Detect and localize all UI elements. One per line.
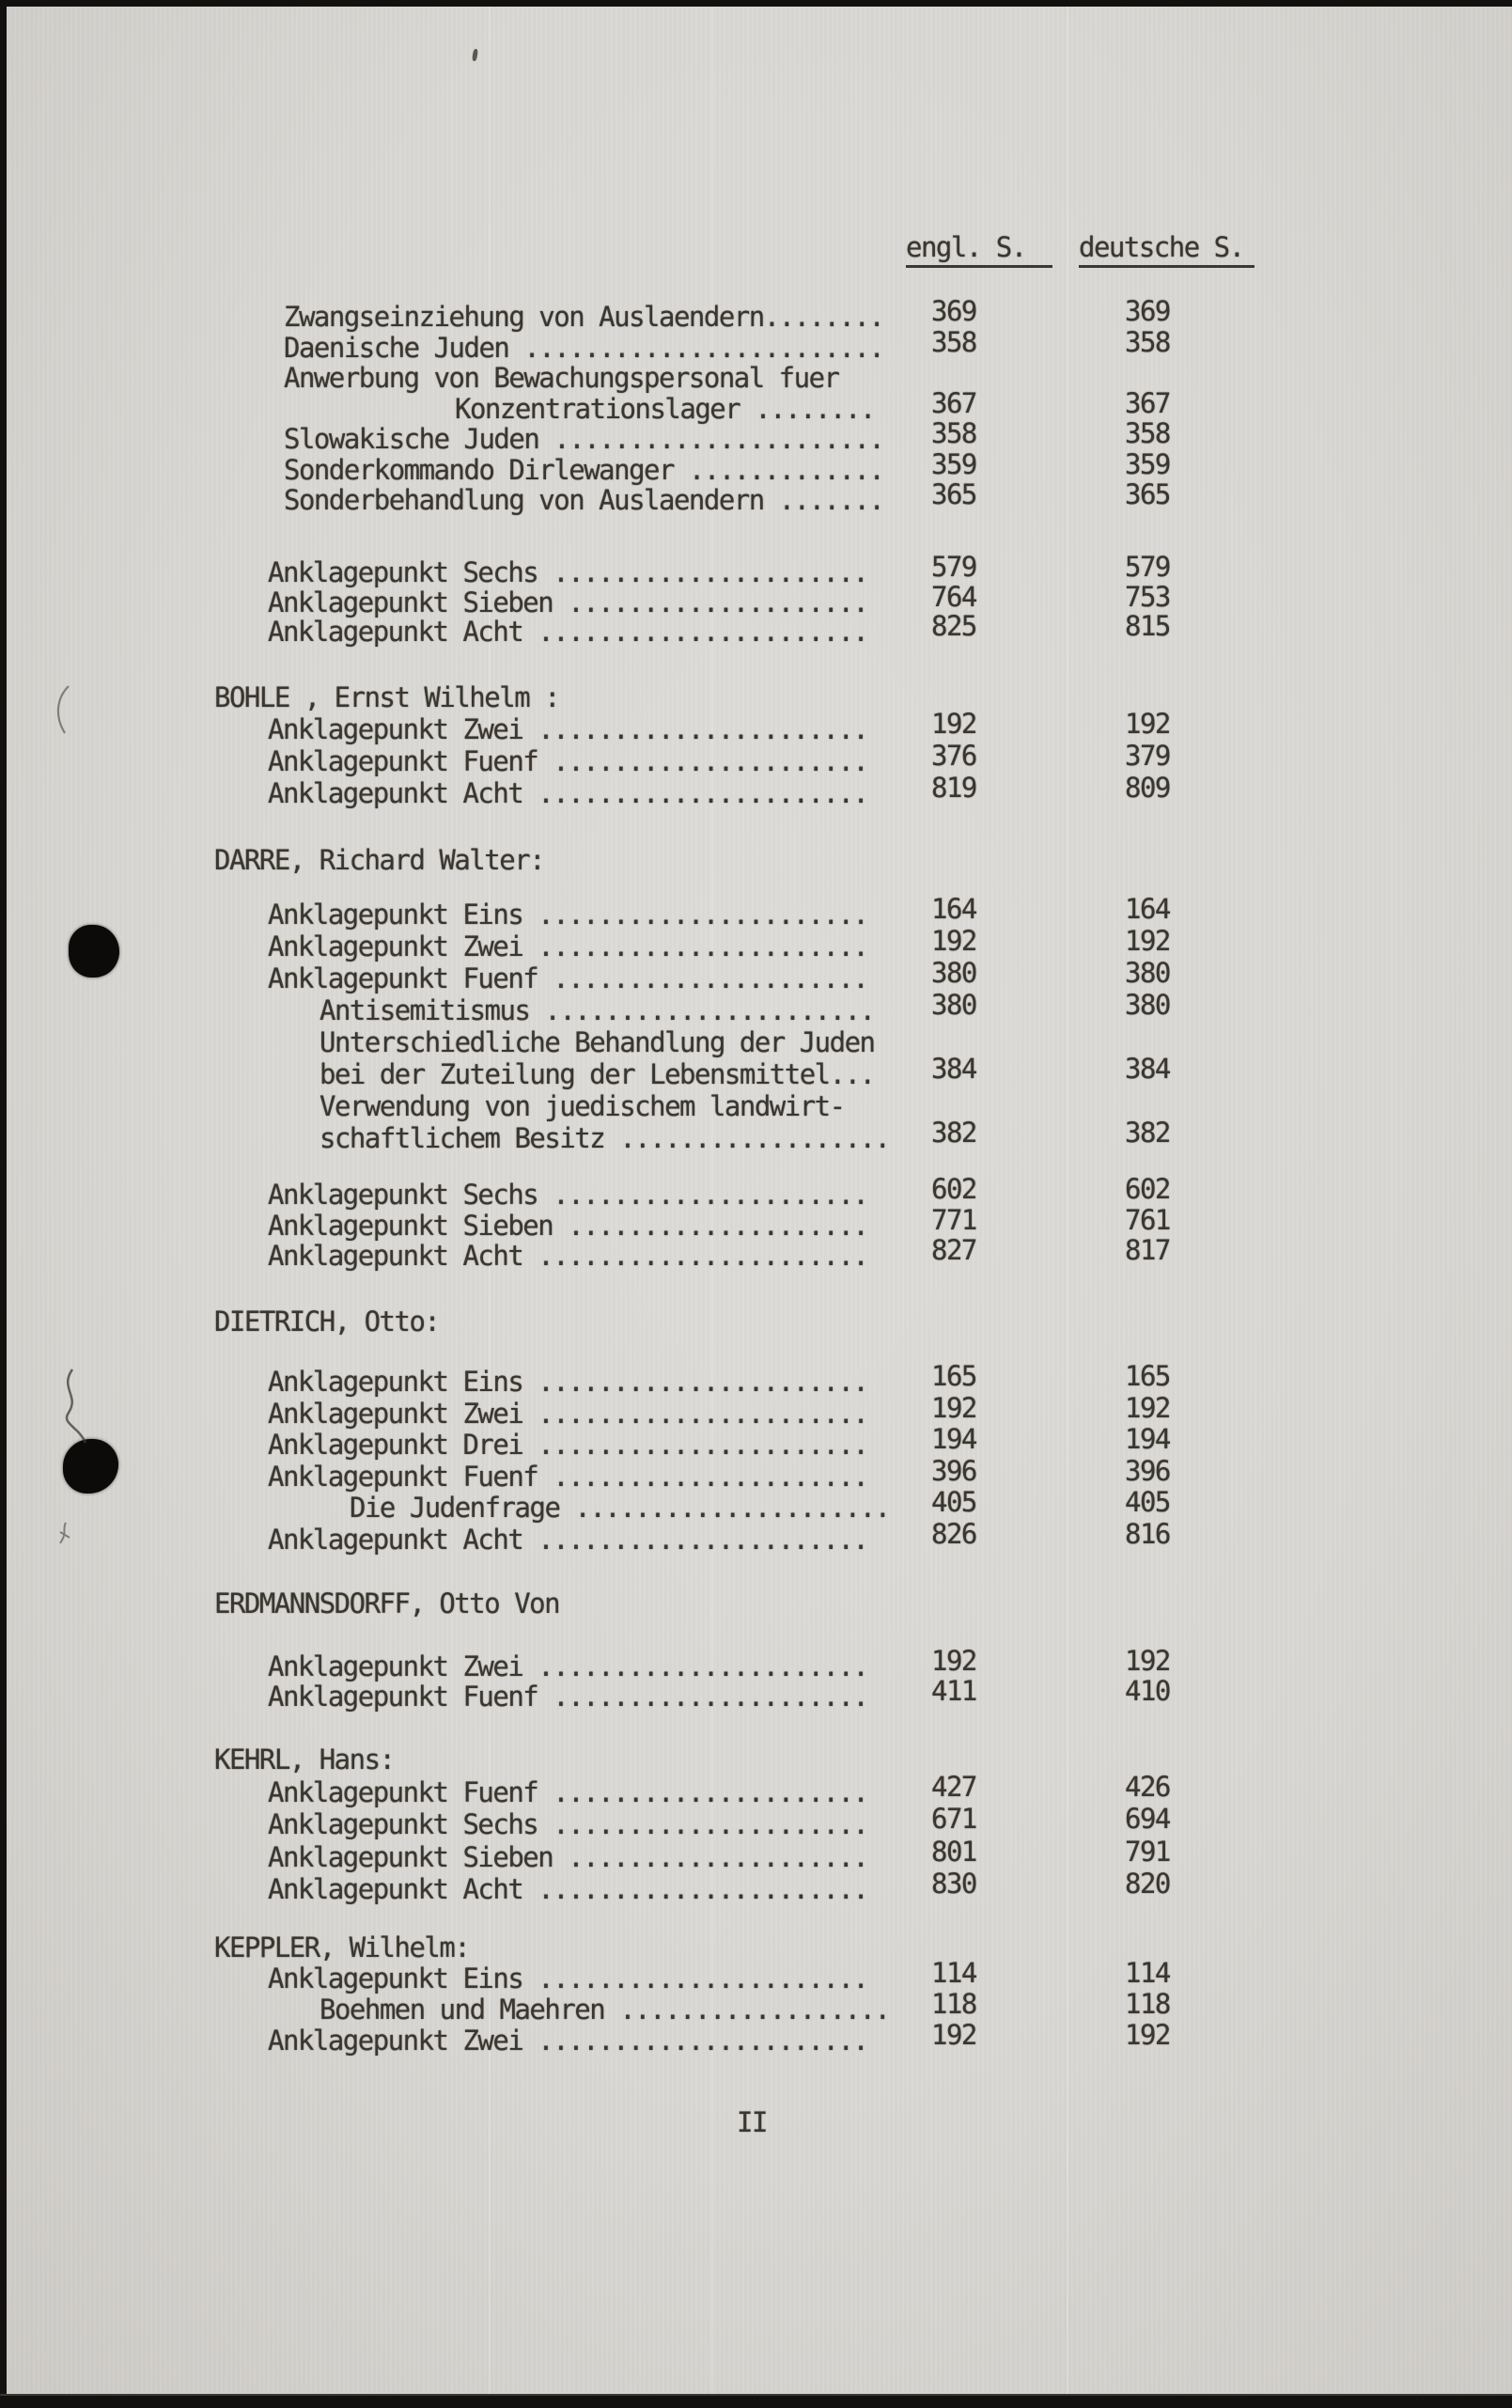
entry-label: Boehmen und Maehren ..................: [320, 1994, 890, 2025]
deutsche-page-number: 396: [1125, 1454, 1170, 1487]
entry-label: Konzentrationslager ........: [455, 392, 875, 425]
person-name: KEPPLER, Wilhelm:: [214, 1931, 470, 1963]
entry-label: Anklagepunkt Zwei ......................: [268, 2025, 868, 2056]
index-row: [0, 1486, 1512, 1525]
index-row: [0, 1957, 1512, 1996]
column-header-deutsche: deutsche S.: [1079, 233, 1255, 268]
index-row: [0, 1835, 1512, 1875]
index-row: [0, 295, 1512, 335]
entry-label: Anklagepunkt Eins ......................: [268, 899, 868, 930]
index-row: [0, 957, 1512, 996]
person-name: BOHLE , Ernst Wilhelm :: [214, 681, 560, 713]
person-header-row: [0, 1589, 1512, 1621]
entry-label: Anklagepunkt Acht ......................: [268, 1873, 868, 1905]
index-row: [0, 708, 1512, 747]
index-row: [0, 1173, 1512, 1212]
engl-page-number: 411: [931, 1674, 976, 1707]
engl-page-number: 114: [931, 1957, 976, 1989]
entry-label: Anklagepunkt Eins ......................: [268, 1962, 868, 1994]
index-row: [0, 1454, 1512, 1494]
engl-page-number: 192: [931, 2019, 976, 2051]
deutsche-page-number: 579: [1125, 551, 1170, 583]
index-row: [0, 1423, 1512, 1462]
engl-page-number: 764: [931, 580, 976, 613]
small-scratch-mark: [55, 1519, 77, 1547]
index-row: [0, 2019, 1512, 2058]
deutsche-page-number: 791: [1125, 1835, 1170, 1868]
engl-page-number: 380: [931, 957, 976, 989]
deutsche-page-number: 359: [1125, 447, 1170, 480]
index-row: [0, 1868, 1512, 1907]
engl-page-number: 825: [931, 610, 976, 642]
entry-label: Verwendung von juedischem landwirt-: [320, 1090, 845, 1122]
engl-page-number: 365: [931, 478, 976, 510]
entry-label: Anklagepunkt Zwei ......................: [268, 713, 868, 745]
engl-page-number: 380: [931, 989, 976, 1021]
index-row: [0, 610, 1512, 649]
entry-label: Anklagepunkt Eins ......................: [268, 1366, 868, 1398]
engl-page-number: 579: [931, 551, 976, 583]
deutsche-page-number: 365: [1125, 478, 1170, 510]
deutsche-page-number: 602: [1125, 1173, 1170, 1205]
index-row: [0, 1803, 1512, 1842]
deutsche-page-number: 192: [1125, 925, 1170, 957]
person-header-row: [0, 846, 1512, 878]
engl-page-number: 118: [931, 1988, 976, 2020]
person-header-row: [0, 1307, 1512, 1339]
hole-punch-mark: [69, 925, 119, 977]
person-header-row: [0, 1933, 1512, 1965]
index-row: [0, 1092, 1512, 1124]
deutsche-page-number: 194: [1125, 1423, 1170, 1455]
index-row: [0, 989, 1512, 1028]
engl-page-number: 358: [931, 325, 976, 358]
deutsche-page-number: 380: [1125, 989, 1170, 1021]
entry-label: Anklagepunkt Drei ......................: [268, 1429, 868, 1461]
index-row: [0, 447, 1512, 488]
engl-page-number: 192: [931, 1645, 976, 1677]
entry-label: Anklagepunkt Acht ......................: [268, 777, 868, 809]
index-row: [0, 364, 1512, 396]
engl-page-number: 192: [931, 925, 976, 957]
index-row: [0, 740, 1512, 779]
entry-label: Sonderbehandlung von Auslaendern .......: [284, 484, 884, 516]
index-row: [0, 1517, 1512, 1557]
entry-label: schaftlichem Besitz ..................: [320, 1122, 890, 1154]
page-number: II: [737, 2106, 767, 2138]
entry-label: Unterschiedliche Behandlung der Juden: [320, 1026, 875, 1058]
engl-page-number: 826: [931, 1517, 976, 1550]
entry-label: Anklagepunkt Acht ......................: [268, 1523, 868, 1556]
index-row: [0, 1988, 1512, 2027]
person-name: ERDMANNSDORFF, Otto Von: [214, 1587, 560, 1619]
entry-label: Anklagepunkt Sieben ....................: [268, 1209, 868, 1242]
engl-page-number: 405: [931, 1486, 976, 1518]
entry-label: Die Judenfrage .....................: [350, 1492, 890, 1524]
engl-page-number: 164: [931, 893, 976, 925]
engl-page-number: 358: [931, 417, 976, 449]
index-row: [0, 1360, 1512, 1399]
deutsche-page-number: 380: [1125, 957, 1170, 989]
entry-label: Anklagepunkt Zwei ......................: [268, 1650, 868, 1682]
deutsche-page-number: 817: [1125, 1234, 1170, 1266]
index-row: [0, 478, 1512, 518]
deutsche-page-number: 410: [1125, 1674, 1170, 1707]
engl-page-number: 827: [931, 1234, 976, 1266]
index-row: [0, 551, 1512, 590]
index-row: [0, 1028, 1512, 1060]
deutsche-page-number: 192: [1125, 2019, 1170, 2051]
deutsche-page-number: 192: [1125, 708, 1170, 740]
entry-label: Antisemitismus ......................: [320, 994, 875, 1026]
scan-edge-left: [0, 0, 7, 2406]
entry-label: Anklagepunkt Fuenf .....................: [268, 1680, 868, 1712]
index-row: [0, 386, 1512, 427]
entry-label: Daenische Juden ........................: [284, 331, 884, 364]
entry-label: Anklagepunkt Sieben ....................: [268, 1840, 868, 1873]
deutsche-page-number: 815: [1125, 610, 1170, 642]
engl-page-number: 369: [931, 295, 976, 327]
engl-page-number: 194: [931, 1423, 976, 1455]
index-row: [0, 893, 1512, 932]
person-name: KEHRL, Hans:: [214, 1743, 395, 1775]
entry-label: Anwerbung von Bewachungspersonal fuer: [284, 362, 839, 394]
deutsche-page-number: 379: [1125, 740, 1170, 772]
engl-page-number: 671: [931, 1803, 976, 1835]
index-row: [0, 325, 1512, 366]
person-header-row: [0, 683, 1512, 715]
deutsche-page-number: 753: [1125, 580, 1170, 613]
index-row: [0, 417, 1512, 457]
deutsche-page-number: 384: [1125, 1053, 1170, 1085]
engl-page-number: 819: [931, 772, 976, 804]
deutsche-page-number: 358: [1125, 325, 1170, 358]
person-header-row: [0, 1745, 1512, 1777]
index-row: [0, 1234, 1512, 1274]
entry-label: Anklagepunkt Sechs .....................: [268, 1808, 868, 1840]
index-row: [0, 1645, 1512, 1684]
entry-label: Anklagepunkt Fuenf .....................: [268, 745, 868, 777]
deutsche-page-number: 367: [1125, 386, 1170, 419]
entry-label: Anklagepunkt Fuenf .....................: [268, 962, 868, 994]
deutsche-page-number: 816: [1125, 1517, 1170, 1550]
index-row: [0, 772, 1512, 811]
deutsche-page-number: 164: [1125, 893, 1170, 925]
column-header-engl: engl. S.: [906, 233, 1052, 268]
person-name: DARRE, Richard Walter:: [214, 844, 545, 876]
deutsche-page-number: 761: [1125, 1203, 1170, 1236]
person-name: DIETRICH, Otto:: [214, 1306, 440, 1337]
engl-page-number: 165: [931, 1360, 976, 1392]
deutsche-page-number: 369: [1125, 295, 1170, 327]
entry-label: Anklagepunkt Zwei ......................: [268, 930, 868, 962]
entry-label: bei der Zuteilung der Lebensmittel...: [320, 1058, 875, 1090]
entry-label: Sonderkommando Dirlewanger .............: [284, 453, 884, 486]
engl-page-number: 359: [931, 447, 976, 480]
deutsche-page-number: 694: [1125, 1803, 1170, 1835]
deutsche-page-number: 405: [1125, 1486, 1170, 1518]
entry-label: Slowakische Juden ......................: [284, 423, 884, 455]
entry-label: Anklagepunkt Sechs .....................: [268, 556, 868, 588]
engl-page-number: 427: [931, 1770, 976, 1803]
entry-label: Anklagepunkt Sieben ....................: [268, 586, 868, 618]
engl-page-number: 367: [931, 386, 976, 419]
deutsche-page-number: 192: [1125, 1645, 1170, 1677]
deutsche-page-number: 165: [1125, 1360, 1170, 1392]
engl-page-number: 192: [931, 708, 976, 740]
index-row: [0, 1053, 1512, 1092]
index-row: [0, 1203, 1512, 1243]
engl-page-number: 830: [931, 1868, 976, 1900]
deutsche-page-number: 358: [1125, 417, 1170, 449]
engl-page-number: 384: [931, 1053, 976, 1085]
engl-page-number: 382: [931, 1117, 976, 1149]
engl-page-number: 602: [931, 1173, 976, 1205]
pencil-paren-mark: [52, 682, 80, 739]
entry-label: Anklagepunkt Acht ......................: [268, 1240, 868, 1272]
deutsche-page-number: 118: [1125, 1988, 1170, 2020]
paper-crack-mark: [52, 1368, 108, 1452]
deutsche-page-number: 820: [1125, 1868, 1170, 1900]
index-row: [0, 1117, 1512, 1156]
entry-label: Anklagepunkt Sechs .....................: [268, 1179, 868, 1211]
index-row: [0, 1770, 1512, 1810]
engl-page-number: 396: [931, 1454, 976, 1487]
engl-page-number: 192: [931, 1391, 976, 1424]
index-row: [0, 1674, 1512, 1714]
entry-label: Anklagepunkt Fuenf .....................: [268, 1460, 868, 1493]
entry-label: Anklagepunkt Zwei ......................: [268, 1397, 868, 1430]
deutsche-page-number: 809: [1125, 772, 1170, 804]
deutsche-page-number: 382: [1125, 1117, 1170, 1149]
deutsche-page-number: 426: [1125, 1770, 1170, 1803]
engl-page-number: 376: [931, 740, 976, 772]
index-row: [0, 1391, 1512, 1431]
entry-label: Anklagepunkt Acht ......................: [268, 616, 868, 648]
scan-edge-top: [0, 0, 1512, 7]
entry-label: Zwangseinziehung von Auslaendern........: [284, 301, 884, 333]
index-row: [0, 925, 1512, 964]
engl-page-number: 801: [931, 1835, 976, 1868]
deutsche-page-number: 114: [1125, 1957, 1170, 1989]
engl-page-number: 771: [931, 1203, 976, 1236]
deutsche-page-number: 192: [1125, 1391, 1170, 1424]
entry-label: Anklagepunkt Fuenf .....................: [268, 1775, 868, 1808]
